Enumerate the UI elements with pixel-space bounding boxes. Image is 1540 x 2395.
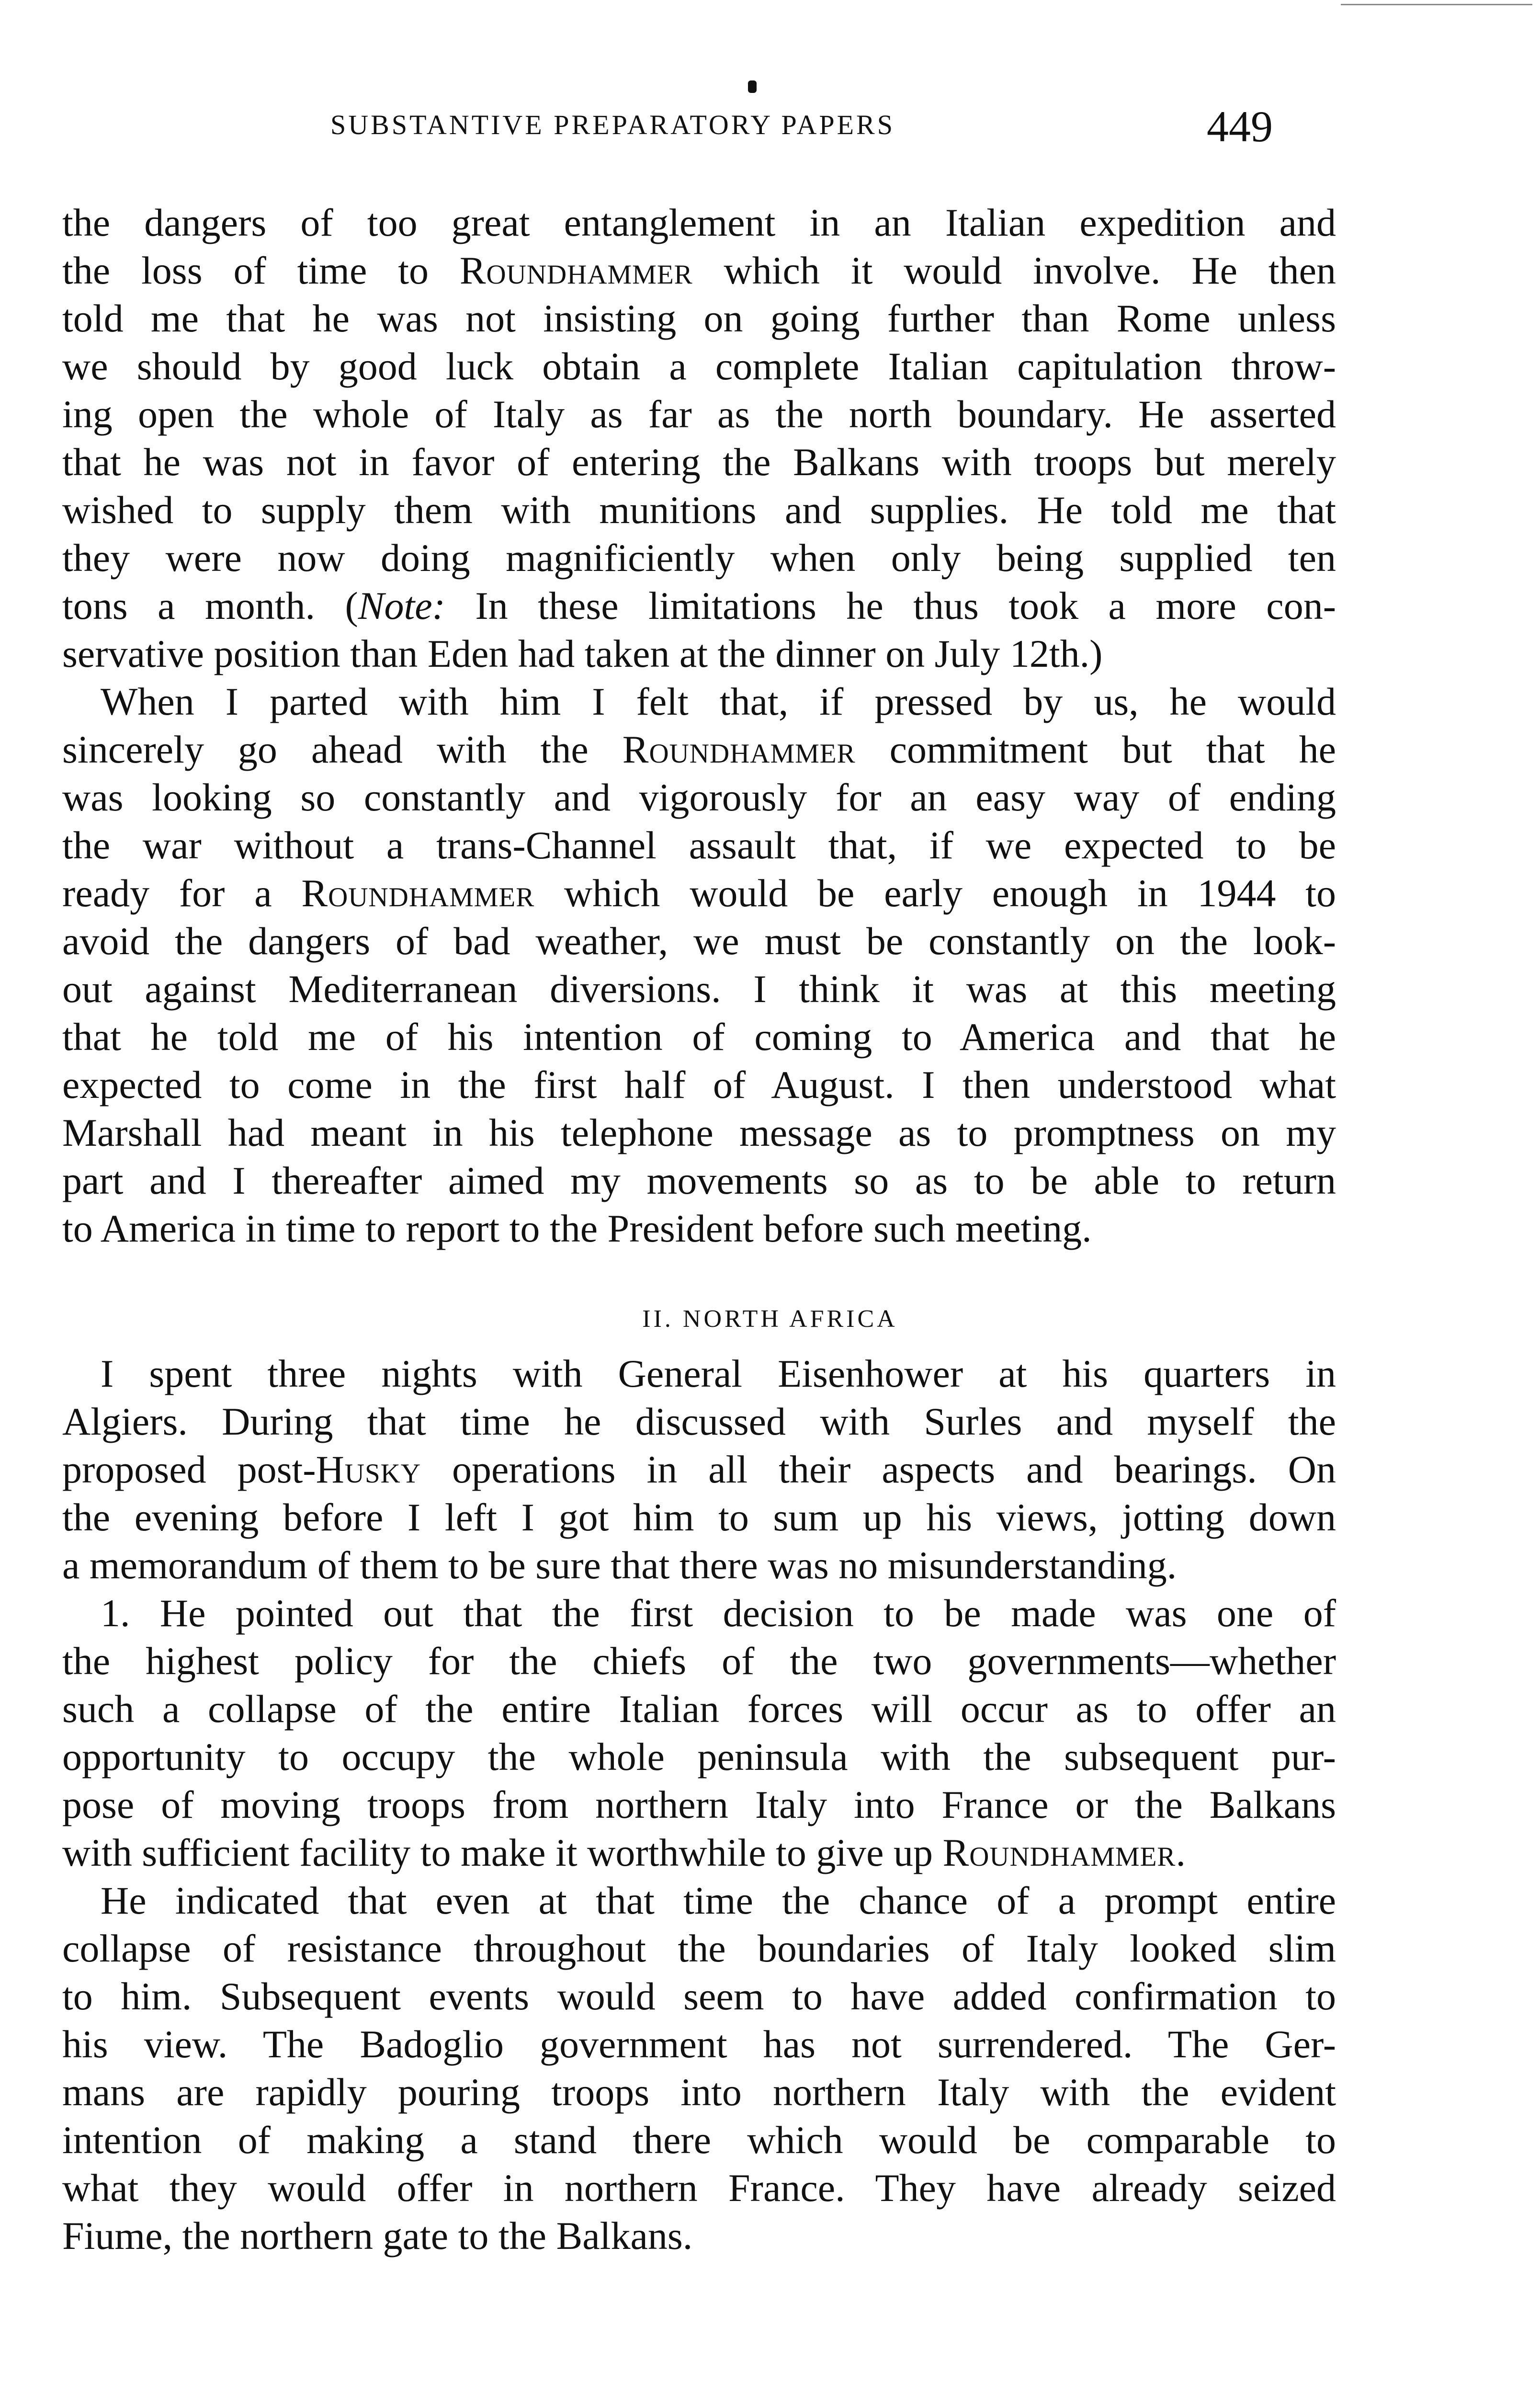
paragraph-point-one xyxy=(62,1589,1336,1877)
text-line xyxy=(62,869,1336,917)
text-line xyxy=(62,726,1336,774)
text-line: that he was not in favor of entering the Balkans with troops but merely xyxy=(62,440,1336,484)
text-line: wished to supply them with munitions and supplies. He told me that xyxy=(62,488,1336,532)
text-run: operations in all their aspects and bearings. On xyxy=(421,1448,1336,1491)
text-line: Fiume, the northern gate to the Balkans. xyxy=(62,2214,693,2258)
text-line: to him. Subsequent events would seem to have added confirmation to xyxy=(62,1974,1336,2018)
running-head: SUBSTANTIVE PREPARATORY PAPERS xyxy=(330,109,895,140)
top-edge-rule xyxy=(1341,4,1532,5)
text-line: mans are rapidly pouring troops into northern Italy with the evident xyxy=(62,2070,1336,2114)
text-run: tons a month. ( xyxy=(62,584,358,627)
text-line: ing open the whole of Italy as far as the north boundary. He asserted xyxy=(62,392,1336,436)
text-run: proposed post- xyxy=(62,1448,316,1491)
section-heading: II. NORTH AFRICA xyxy=(642,1305,898,1333)
text-line: a memorandum of them to be sure that there was no misunderstanding. xyxy=(62,1543,1177,1587)
text-line: Marshall had meant in his telephone message as to promptness on my xyxy=(62,1111,1336,1154)
text-line: the evening before I left I got him to sum up his views, jotting down xyxy=(62,1495,1336,1539)
code-name: Roundhammer xyxy=(459,249,693,292)
text-line: his view. The Badoglio government has not surrendered. The Ger- xyxy=(62,2022,1336,2066)
paragraph-continuation xyxy=(62,199,1336,678)
code-name: Husky xyxy=(316,1448,421,1491)
code-name: Roundhammer xyxy=(622,728,856,771)
text-line: collapse of resistance throughout the boundaries of Italy looked slim xyxy=(62,1927,1336,1970)
text-run: which it would involve. He then xyxy=(692,249,1336,292)
italic-note: Note: xyxy=(358,584,445,627)
text-run: the loss of time to xyxy=(62,249,460,292)
page-number: 449 xyxy=(1207,102,1273,151)
text-line: to America in time to report to the President before such meeting. xyxy=(62,1207,1092,1250)
text-line: the highest policy for the chiefs of the two governments—whether xyxy=(62,1639,1336,1683)
text-line: part and I thereafter aimed my movements so as to be able to return xyxy=(62,1159,1336,1202)
text-line xyxy=(62,1829,1336,1877)
text-line: pose of moving troops from northern Italy into France or the Balkans xyxy=(62,1783,1336,1826)
text-run: commitment but that he xyxy=(855,728,1336,771)
text-line xyxy=(62,247,1336,295)
text-run: sincerely go ahead with the xyxy=(62,728,623,771)
text-run: which would be early enough in 1944 to xyxy=(534,871,1336,915)
text-line: servative position than Eden had taken at the dinner on July 12th.) xyxy=(62,632,1103,675)
text-line: 1. He pointed out that the first decision to be made was one of xyxy=(101,1591,1336,1635)
text-line: expected to come in the first half of August. I then understood what xyxy=(62,1063,1336,1106)
text-line: we should by good luck obtain a complete Italian capitulation throw- xyxy=(62,344,1336,388)
ink-mark xyxy=(748,80,757,93)
text-line: When I parted with him I felt that, if pressed by us, he would xyxy=(101,680,1336,723)
text-line xyxy=(62,1446,1336,1494)
text-line: opportunity to occupy the whole peninsula with the subsequent pur- xyxy=(62,1735,1336,1779)
code-name: Roundhammer. xyxy=(942,1831,1186,1874)
text-line: Algiers. During that time he discussed with Surles and myself the xyxy=(62,1400,1336,1443)
text-line: was looking so constantly and vigorously for an easy way of ending xyxy=(62,776,1336,819)
code-name: Roundhammer xyxy=(301,871,535,915)
text-line: such a collapse of the entire Italian forces will occur as to offer an xyxy=(62,1687,1336,1731)
text-line: intention of making a stand there which would be comparable to xyxy=(62,2118,1336,2162)
text-line: the dangers of too great entanglement in an Italian expedition and xyxy=(62,201,1336,244)
text-line: what they would offer in northern France. They have already seized xyxy=(62,2166,1336,2210)
text-line: the war without a trans-Channel assault that, if we expected to be xyxy=(62,823,1336,867)
text-line xyxy=(62,582,1336,630)
text-line: told me that he was not insisting on going further than Rome unless xyxy=(62,297,1336,340)
text-line: avoid the dangers of bad weather, we must be constantly on the look- xyxy=(62,919,1336,963)
text-line: they were now doing magnificiently when only being supplied ten xyxy=(62,536,1336,580)
text-line: out against Mediterranean diversions. I think it was at this meeting xyxy=(62,967,1336,1011)
text-run: ready for a xyxy=(62,871,302,915)
paragraph-north-africa xyxy=(62,1350,1336,1589)
text-run: In these limitations he thus took a more con- xyxy=(445,584,1336,627)
paragraph-parting xyxy=(62,678,1336,1253)
text-line: He indicated that even at that time the chance of a prompt entire xyxy=(101,1879,1336,1922)
text-line: that he told me of his intention of coming to America and that he xyxy=(62,1015,1336,1059)
paragraph-collapse xyxy=(62,1877,1336,2260)
text-line: I spent three nights with General Eisenhower at his quarters in xyxy=(101,1352,1336,1395)
text-run: with sufficient facility to make it worthwhile to give up xyxy=(62,1831,943,1874)
